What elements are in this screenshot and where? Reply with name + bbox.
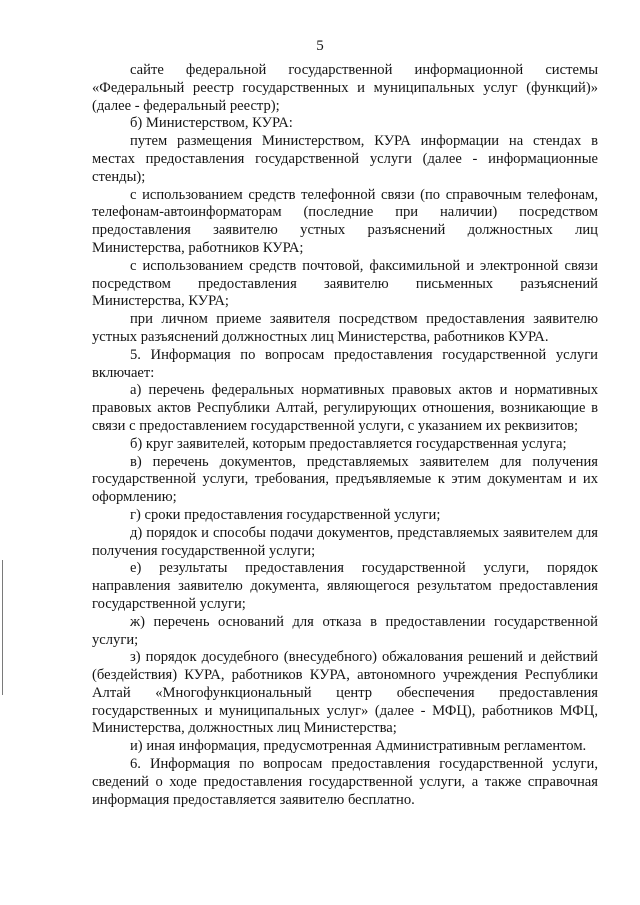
list-item-v: в) перечень документов, представляемых заявителем для получения государственной услуги, требования, предъявляемые к этим документам и их оформлению; <box>92 453 598 506</box>
paragraph-info-stands: путем размещения Министерством, КУРА информации на стендах в местах предоставления государственной услуги (далее - информационные стенды); <box>92 133 598 185</box>
list-item-b: б) круг заявителей, которым предоставляется государственная услуга; <box>130 435 567 452</box>
list-item-a: а) перечень федеральных нормативных правовых актов и нормативных правовых актов Республики Алтай, регулирующих отношения, возникающие в связи с предоставлением государственной услуги, с указанием их реквизитов; <box>92 382 598 434</box>
paragraph-telephone: с использованием средств телефонной связи (по справочным телефонам, телефонам-автоинформаторам (последние при наличии) посредством предоставления заявителю устных разъяснений должностных лиц Министерства, работников КУРА; <box>92 186 598 256</box>
paragraph-item-5-intro: 5. Информация по вопросам предоставления государственной услуги включает: <box>92 346 598 381</box>
page-number: 5 <box>316 38 324 54</box>
list-item-e: е) результаты предоставления государственной услуги, порядок направления заявителю документа, являющегося результатом предоставления государственной услуги; <box>92 560 598 612</box>
list-item-i: и) иная информация, предусмотренная Административным регламентом. <box>130 738 587 755</box>
scan-edge-mark <box>2 560 3 695</box>
list-item-zh: ж) перечень оснований для отказа в предоставлении государственной услуги; <box>92 613 598 648</box>
list-item-z: з) порядок досудебного (внесудебного) обжалования решений и действий (бездействия) КУРА, работников КУРА, автономного учреждения Республики Алтай «Многофункциональный центр обеспечения предоставления государственных и муниципальных услуг» (далее - МФЦ), работников МФЦ, Министерства, должностных лиц Министерства; <box>92 649 598 737</box>
list-item-d: д) порядок и способы подачи документов, представляемых заявителем для получения государственной услуги; <box>92 524 598 559</box>
list-item-g: г) сроки предоставления государственной услуги; <box>130 506 441 523</box>
paragraph-personal-reception: при личном приеме заявителя посредством предоставления заявителю устных разъяснений должностных лиц Министерства, работников КУРА. <box>92 311 598 345</box>
paragraph-federal-registry-site: сайте федеральной государственной информационной системы «Федеральный реестр государственных и муниципальных услуг (функций)» (далее - федеральный реестр); <box>92 62 598 114</box>
paragraph-by-ministry: б) Министерством, КУРА: <box>130 115 293 132</box>
document-body <box>92 62 598 809</box>
paragraph-postal-fax-email: с использованием средств почтовой, факсимильной и электронной связи посредством предоставления заявителю письменных разъяснений Министерства, КУРА; <box>92 257 598 310</box>
paragraph-item-6: 6. Информация по вопросам предоставления государственной услуги, сведений о ходе предоставления государственной услуги, а также справочная информация предоставляется заявителю бесплатно. <box>92 756 598 808</box>
